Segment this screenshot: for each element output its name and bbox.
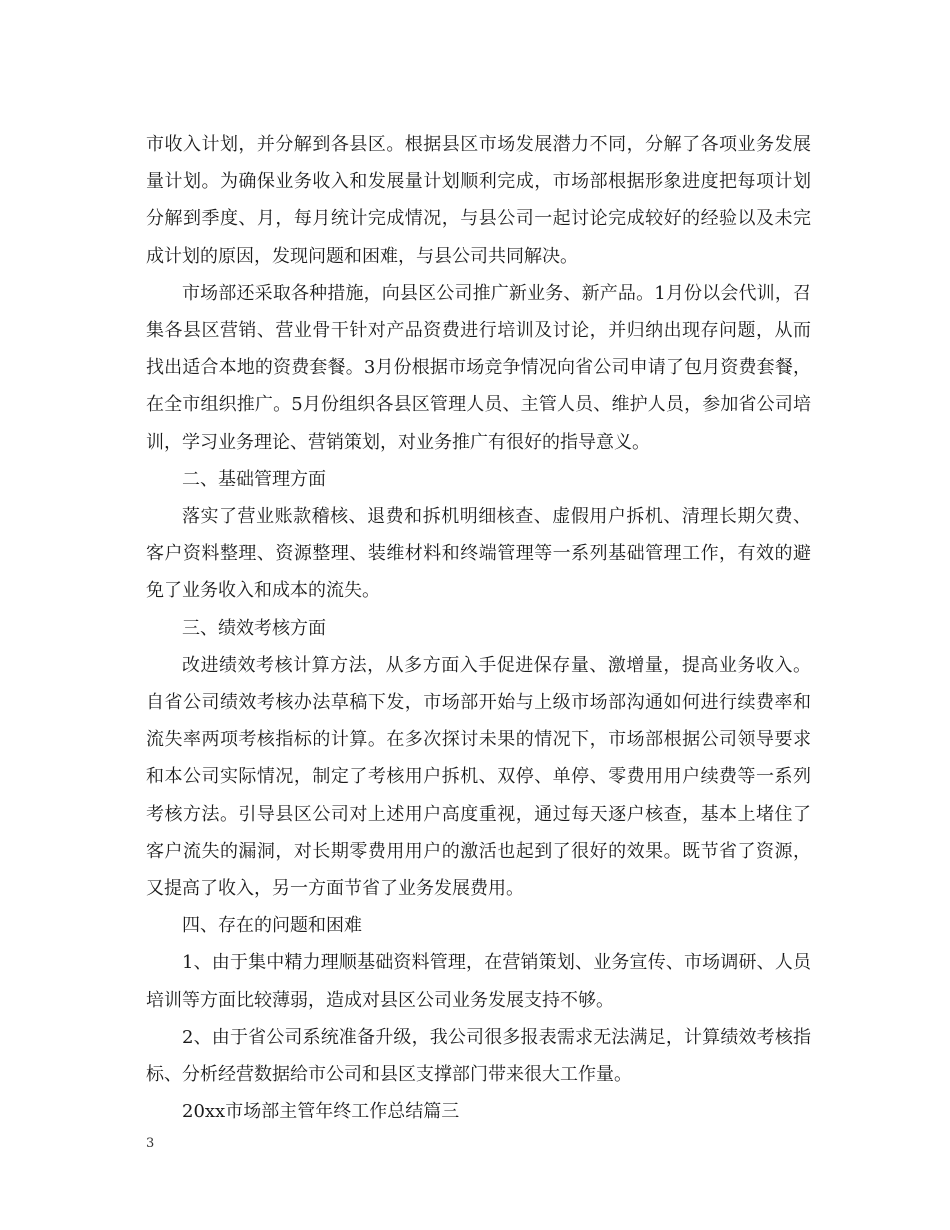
section-heading-basic-management: 二、基础管理方面: [182, 468, 326, 490]
paragraph-new-business-promotion: 市场部还采取各种措施，向县区公司推广新业务、新产品。1月份以会代训，召集各县区营销、营业骨干针对产品资费进行培训及讨论，并归纳出现存问题，从而找出适合本地的资费套餐。3月份根据市场竞争情况向省公司申请了包月资费套餐，在全市组织推广。5月份组织各县区管理人员、主管人员、维护人员，参加省公司培训，学习业务理论、营销策划，对业务推广有很好的指导意义。: [146, 282, 811, 453]
page-number: 3: [146, 1136, 155, 1151]
paragraph-performance-assessment: 改进绩效考核计算方法，从多方面入手促进保存量、激增量，提高业务收入。自省公司绩效考核办法草稿下发，市场部开始与上级市场部沟通如何进行续费率和流失率两项考核指标的计算。在多次探讨未果的情况下，市场部根据公司领导要求和本公司实际情况，制定了考核用户拆机、双停、单停、零费用用户续费等一系列考核方法。引导县区公司对上述用户高度重视，通过每天逐户核查，基本上堵住了客户流失的漏洞，对长期零费用用户的激活也起到了很好的效果。既节省了资源，又提高了收入，另一方面节省了业务发展费用。: [146, 654, 811, 900]
paragraph-problem-2: 2、由于省公司系统准备升级，我公司很多报表需求无法满足，计算绩效考核指标、分析经营数据给市公司和县区支撑部门带来很大工作量。: [146, 1026, 811, 1086]
section-heading-problems: 四、存在的问题和困难: [182, 915, 362, 937]
document-body: [146, 126, 811, 1130]
paragraph-revenue-plan: 市收入计划，并分解到各县区。根据县区市场发展潜力不同，分解了各项业务发展量计划。为确保业务收入和发展量计划顺利完成，市场部根据形象进度把每项计划分解到季度、月，每月统计完成情况，与县公司一起讨论完成较好的经验以及未完成计划的原因，发现问题和困难，与县公司共同解决。: [146, 134, 811, 267]
paragraph-problem-1: 1、由于集中精力理顺基础资料管理，在营销策划、业务宣传、市场调研、人员培训等方面比较薄弱，造成对县区公司业务发展支持不够。: [146, 952, 811, 1011]
section-heading-performance-assessment: 三、绩效考核方面: [182, 617, 326, 639]
paragraph-basic-management: 落实了营业账款稽核、退费和拆机明细核查、虚假用户拆机、清理长期欠费、客户资料整理、资源整理、装维材料和终端管理等一系列基础管理工作，有效的避免了业务收入和成本的流失。: [146, 506, 811, 602]
next-article-title: 20xx市场部主管年终工作总结篇三: [182, 1101, 460, 1123]
